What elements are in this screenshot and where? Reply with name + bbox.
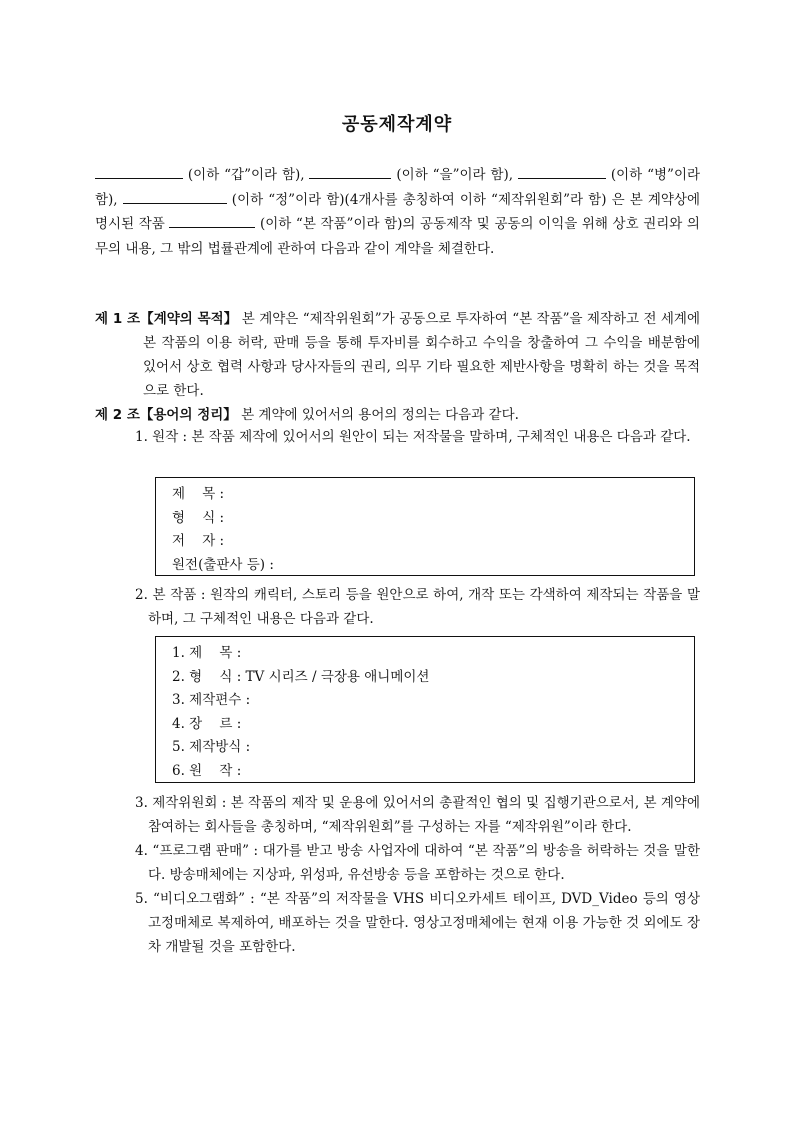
article-2-text: 본 계약에 있어서의 용어의 정의는 다음과 같다.	[241, 407, 519, 423]
original-title-row: 제 목 :	[172, 486, 225, 502]
original-work-box	[155, 477, 695, 576]
article-2	[95, 403, 700, 427]
party-c-blank	[518, 165, 606, 179]
definition-item-this-work: 2. 본 작품 : 원작의 캐릭터, 스토리 등을 원안으로 하여, 개작 또는 각색하여 제작되는 작품을 말하며, 그 구체적인 내용은 다음과 같다.	[135, 587, 700, 627]
original-author-row: 저 자 :	[172, 533, 225, 549]
party-d-blank	[123, 190, 227, 204]
work-format-row: 2. 형 식 : TV 시리즈 / 극장용 애니메이션	[172, 668, 430, 685]
definition-list-3	[135, 791, 700, 959]
original-format-row: 형 식 :	[172, 509, 225, 526]
article-1-label: 제 1 조【계약의 목적】	[95, 311, 238, 327]
intro-seg2: (이하 “을”이라 함),	[396, 167, 514, 183]
intro-seg3: (이하 “병”이라 함),	[95, 167, 701, 208]
article-1-body	[95, 307, 700, 403]
work-method-row: 5. 제작방식 :	[172, 739, 251, 755]
article-2-label: 제 2 조【용어의 정리】	[95, 407, 237, 423]
work-title-row: 1. 제 목 :	[172, 645, 242, 661]
definition-item-videogram: 5. “비디오그램화” : “본 작품”의 저작물을 VHS 비디오카세트 테이프, DVD_Video 등의 영상고정매체로 복제하여, 배포하는 것을 말한다. 영상고정매체에는 현재 이용 가능한 것 외에도 장차 개발될 것을 포함한다.	[135, 891, 700, 955]
intro-paragraph	[95, 163, 700, 261]
work-genre-row: 4. 장 르 :	[172, 715, 242, 732]
definition-item-original: 1. 원작 : 본 작품 제작에 있어서의 원안이 되는 저작물을 말하며, 구체적인 내용은 다음과 같다.	[135, 429, 691, 445]
intro-seg1: (이하 “갑”이라 함),	[187, 167, 305, 183]
article-2-body	[95, 403, 700, 427]
work-details-box	[155, 636, 695, 783]
party-a-blank	[95, 165, 183, 179]
definition-list-1	[135, 425, 700, 449]
definition-list-2	[135, 583, 700, 631]
intro-seg4: (이하 “정”이라 함)(4개사를 총칭하여 이하 “제작위원회”라 함) 은 본 계약상에 명시된 작품	[95, 191, 700, 232]
work-title-blank	[169, 214, 255, 228]
work-original-row: 6. 원 작 :	[172, 762, 242, 779]
original-source-row: 원전(출판사 등) :	[172, 556, 274, 573]
article-1	[95, 307, 700, 403]
definition-item-program-sale: 4. “프로그램 판매” : 대가를 받고 방송 사업자에 대하여 “본 작품”의 방송을 허락하는 것을 말한다. 방송매체에는 지상파, 위성파, 유선방송 등을 포함하는 것으로 한다.	[135, 843, 700, 883]
definition-item-committee: 3. 제작위원회 : 본 작품의 제작 및 운용에 있어서의 총괄적인 협의 및 집행기관으로서, 본 계약에 참여하는 회사들을 총칭하며, “제작위원회”를 구성하는 자를 “제작위원”이라 한다.	[135, 795, 700, 835]
article-1-text: 본 계약은 “제작위원회”가 공동으로 투자하여 “본 작품”을 제작하고 전 세계에 본 작품의 이용 허락, 판매 등을 통해 투자비를 회수하고 수익을 창출하여 그 수익을 배분함에 있어서 상호 협력 사항과 당사자들의 권리, 의무 기타 필요한 제반사항을 명확히 하는 것을 목적으로 한다.	[143, 311, 701, 399]
intro-seg5: (이하 “본 작품”이라 함)의 공동제작 및 공동의 이익을 위해 상호 권리와 의무의 내용, 그 밖의 법률관계에 관하여 다음과 같이 계약을 체결한다.	[95, 216, 700, 257]
party-b-blank	[309, 165, 391, 179]
work-episodes-row: 3. 제작편수 :	[172, 692, 251, 708]
document-title: 공동제작계약	[341, 114, 453, 135]
